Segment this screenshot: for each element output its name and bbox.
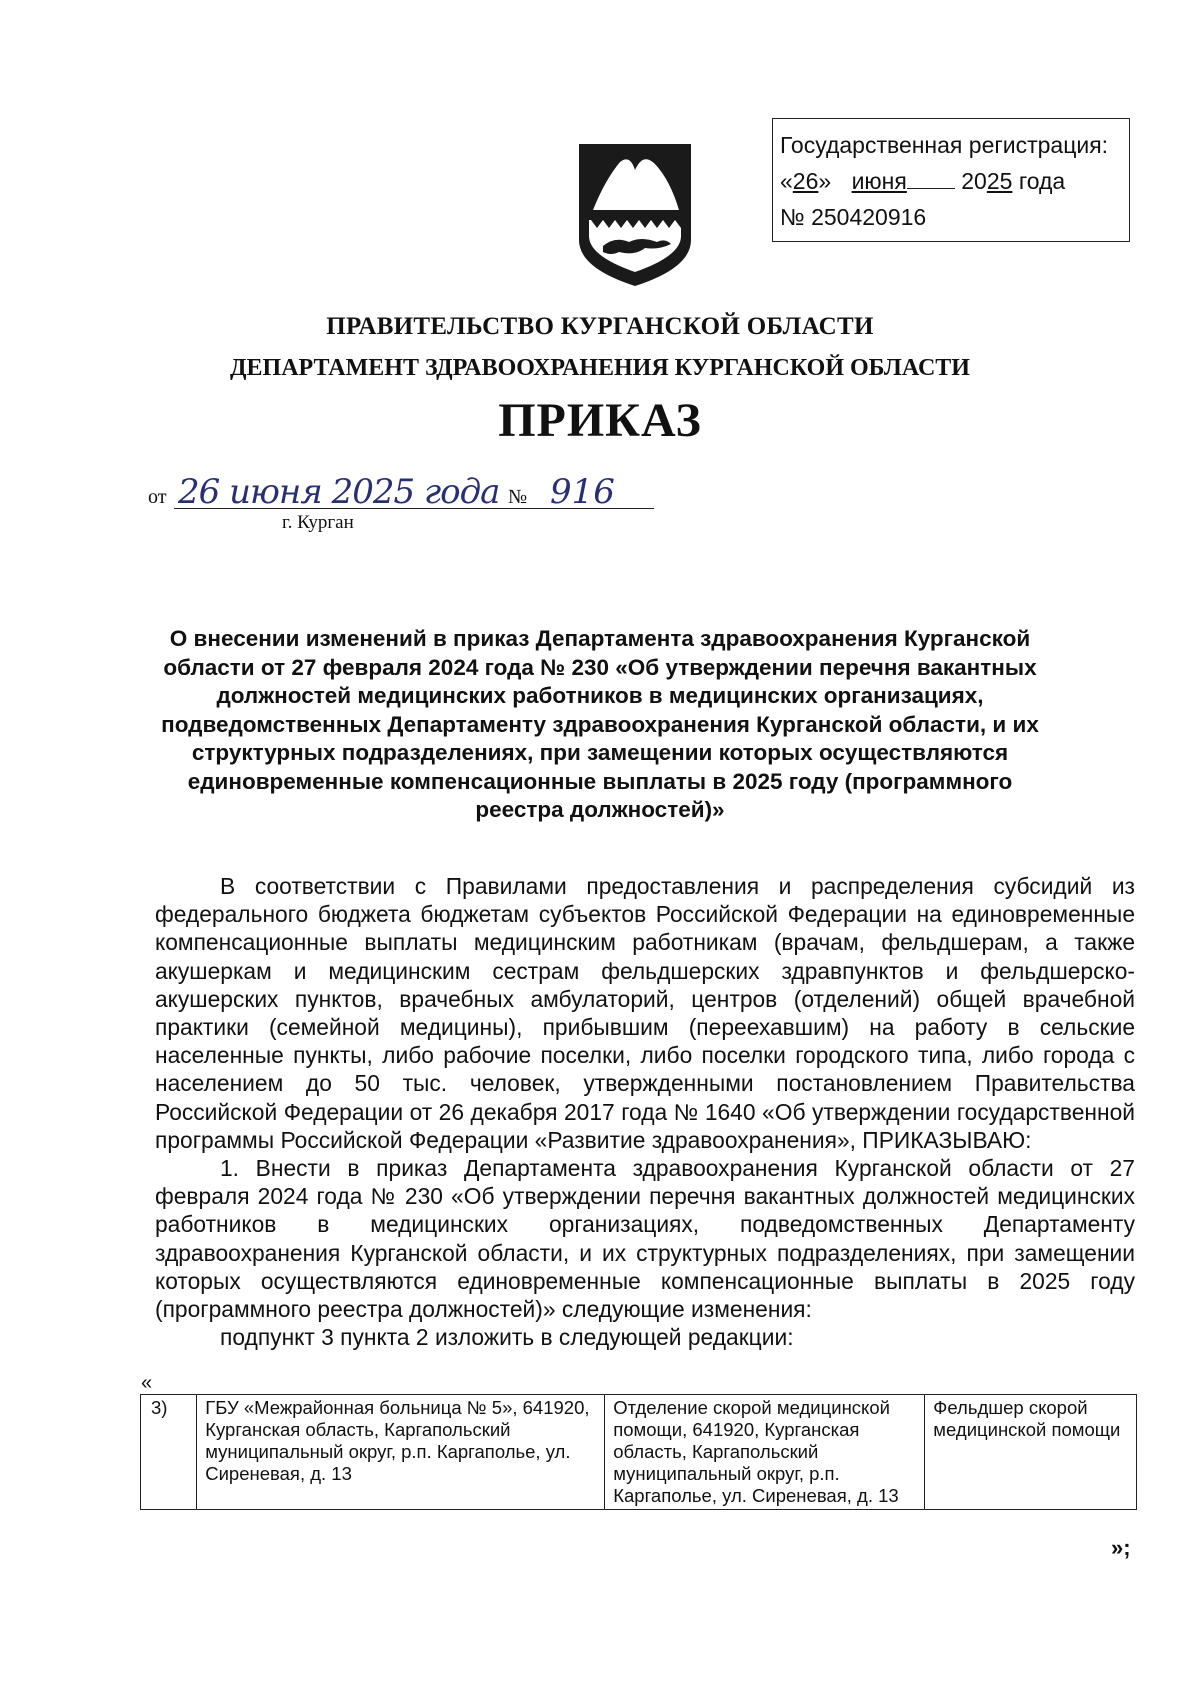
table-row bbox=[141, 1395, 1137, 1510]
department-title: ДЕПАРТАМЕНТ ЗДРАВООХРАНЕНИЯ КУРГАНСКОЙ ОБЛАСТИ bbox=[230, 355, 970, 381]
document-type-title: ПРИКАЗ bbox=[498, 394, 702, 447]
quote-open-mark: « bbox=[141, 1372, 153, 1394]
order-city: г. Курган bbox=[282, 512, 354, 533]
coat-of-arms-icon bbox=[575, 140, 695, 290]
table-cell-organization: ГБУ «Межрайонная больница № 5», 641920, Курганская область, Каргапольский муниципальный округ, р.п. Каргаполье, ул. Сиреневая, д. 13 bbox=[197, 1395, 605, 1510]
registration-number-row bbox=[780, 199, 1123, 235]
registration-number: 250420916 bbox=[811, 204, 927, 230]
registration-box bbox=[772, 118, 1130, 242]
order-from-label: от bbox=[148, 486, 167, 508]
order-date-handwritten: 26 июня 2025 года bbox=[178, 472, 500, 512]
order-subject: О внесении изменений в приказ Департамента здравоохранения Курганской области от 27 февраля 2024 года № 230 «Об утверждении перечня вакантных должностей медицинских работников в медицинских организациях, подведомственных Департаменту здравоохранения Курганской области, и их структурных подразделениях, при замещении которых осуществляются единовременные компенсационные выплаты в 2025 году (программного реестра должностей)» bbox=[161, 626, 1039, 822]
quote-close-mark: »; bbox=[1111, 1535, 1131, 1560]
body-paragraph-2: 1. Внести в приказ Департамента здравоохранения Курганской области от 27 февраля 2024 года № 230 «Об утверждении перечня вакантных должностей медицинских работников в медицинских организациях, подведомственных Департаменту здравоохранения Курганской области, и их структурных подразделениях, при замещении которых осуществляются единовременные компенсационные выплаты в 2025 году (программного реестра должностей)» следующие изменения: bbox=[155, 1155, 1135, 1323]
body-paragraph-1: В соответствии с Правилами предоставления и распределения субсидий из федерального бюджета бюджетам субъектов Российской Федерации на единовременные компенсационные выплаты медицинским работникам (врачам, фельдшерам, а также акушеркам и медицинским сестрам фельдшерских здравпунктов и фельдшерско-акушерских пунктов, врачебных амбулаторий, центров (отделений) общей врачебной практики (семейной медицины), прибывшим (переехавшим) на работу в сельские населенные пункты, либо рабочие поселки, либо поселки городского типа, либо города с населением до 50 тыс. человек, утвержденными постановлением Правительства Российской Федерации от 26 декабря 2017 года № 1640 «Об утверждении государственной программы Российской Федерации «Развитие здравоохранения», ПРИКАЗЫВАЮ: bbox=[155, 873, 1135, 1153]
order-underline bbox=[174, 508, 654, 509]
registration-title: Государственная регистрация: bbox=[780, 132, 1109, 158]
registration-year-word: года bbox=[1018, 168, 1066, 194]
table-cell-number: 3) bbox=[141, 1395, 197, 1510]
registration-year-prefix: 20 bbox=[961, 168, 987, 194]
registration-date: «26» июня 2025 года bbox=[780, 168, 1066, 194]
registration-day: 26 bbox=[792, 168, 819, 194]
positions-table bbox=[140, 1394, 1137, 1510]
registration-number-label: № bbox=[780, 204, 805, 230]
registration-year-suffix: 25 bbox=[986, 168, 1013, 194]
order-body bbox=[155, 872, 1135, 1351]
registration-month: июня bbox=[851, 168, 907, 194]
order-number-handwritten: 916 bbox=[550, 472, 615, 512]
table-cell-unit: Отделение скорой медицинской помощи, 641920, Курганская область, Каргапольский муниципальный округ, р.п. Каргаполье, ул. Сиреневая, д. 13 bbox=[605, 1395, 925, 1510]
order-date-line bbox=[148, 472, 648, 512]
government-title: ПРАВИТЕЛЬСТВО КУРГАНСКОЙ ОБЛАСТИ bbox=[326, 313, 874, 340]
body-paragraph-3: подпункт 3 пункта 2 изложить в следующей редакции: bbox=[220, 1324, 794, 1351]
table-cell-position: Фельдшер скорой медицинской помощи bbox=[925, 1395, 1137, 1510]
order-number-label: № bbox=[508, 486, 528, 508]
